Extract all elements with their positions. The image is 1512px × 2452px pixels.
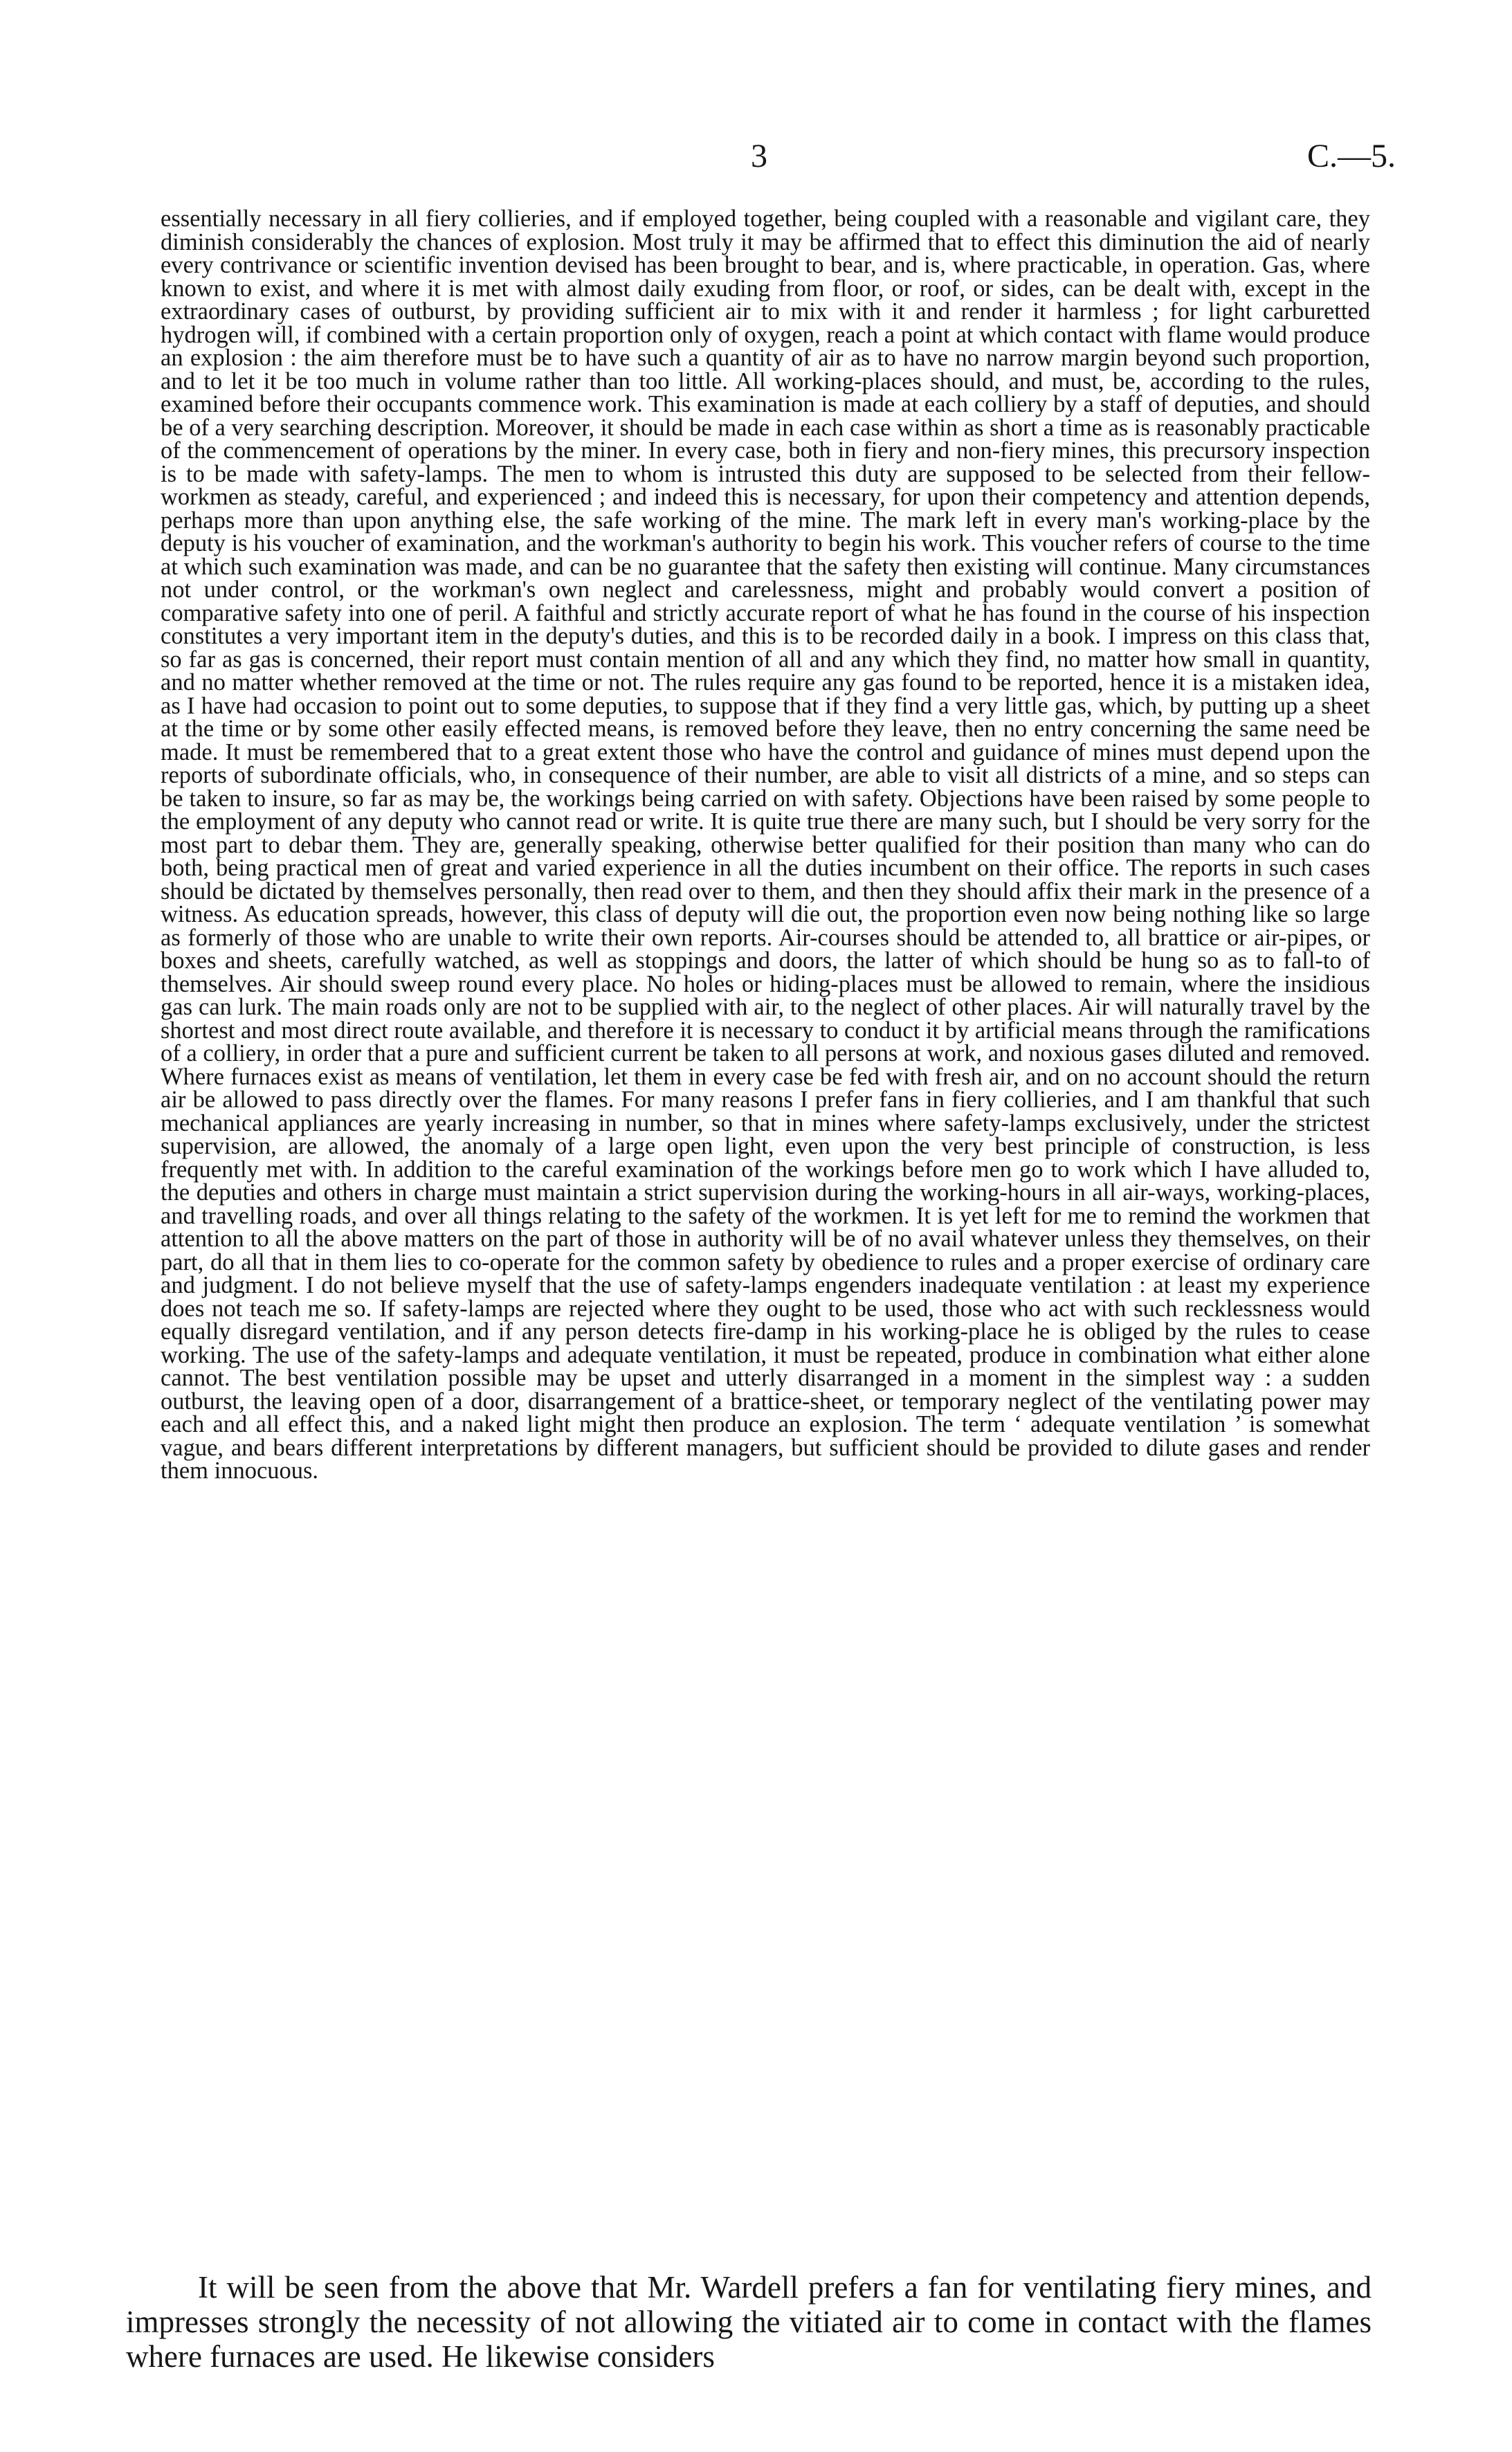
document-reference: C.—5.	[1306, 138, 1396, 174]
quoted-report-paragraph: essentially necessary in all fiery collieries, and if employed together, being coupled with a reasonable and vigilant care, they diminish considerably the chances of explosion. Most truly it may be affirmed that to effect this diminution the aid of nearly every contrivance or scientific invention devised has been brought to bear, and is, where practicable, in operation. Gas, where known to exist, and where it is met with almost daily exuding from floor, or roof, or sides, can be dealt with, except in the extraordinary cases of outburst, by providing sufficient air to mix with it and render it harmless ; for light carburetted hydrogen will, if combined with a certain proportion only of oxygen, reach a point at which contact with flame would produce an explosion : the aim therefore must be to have such a quantity of air as to have no narrow margin beyond such proportion, and to let it be too much in volume rather than too little. All working-places should, and must, be, according to the rules, examined before their occupants commence work. This examination is made at each colliery by a staff of deputies, and should be of a very searching description. Moreover, it should be made in each case within as short a time as is reasonably practicable of the commencement of operations by the miner. In every case, both in fiery and non-fiery mines, this precursory inspection is to be made with safety-lamps. The men to whom is intrusted this duty are supposed to be selected from their fellow-workmen as steady, careful, and experienced ; and indeed this is necessary, for upon their competency and attention depends, perhaps more than upon anything else, the safe working of the mine. The mark left in every man's working-place by the deputy is his voucher of examination, and the workman's authority to begin his work. This voucher refers of course to the time at which such examination was made, and can be no guarantee that the safety then existing will continue. Many circumstances not under control, or the workman's own neglect and carelessness, might and probably would convert a position of comparative safety into one of peril. A faithful and strictly accurate report of what he has found in the course of his inspection constitutes a very important item in the deputy's duties, and this is to be recorded daily in a book. I impress on this class that, so far as gas is concerned, their report must contain mention of all and any which they find, no matter how small in quantity, and no matter whether removed at the time or not. The rules require any gas found to be reported, hence it is a mistaken idea, as I have had occasion to point out to some deputies, to suppose that if they find a very little gas, which, by putting up a sheet at the time or by some other easily effected means, is removed before they leave, then no entry concerning the same need be made. It must be remembered that to a great extent those who have the control and guidance of mines must depend upon the reports of subordinate officials, who, in consequence of their number, are able to visit all districts of a mine, and so steps can be taken to insure, so far as may be, the workings being carried on with safety. Objections have been raised by some people to the employment of any deputy who cannot read or write. It is quite true there are many such, but I should be very sorry for the most part to debar them. They are, generally speaking, otherwise better qualified for their position than many who can do both, being practical men of great and varied experience in all the duties incumbent on their office. The reports in such cases should be dictated by themselves personally, then read over to them, and then they should affix their mark in the presence of a witness. As education spreads, however, this class of deputy will die out, the proportion even now being nothing like so large as formerly of those who are unable to write their own reports. Air-courses should be attended to, all brattice or air-pipes, or boxes and sheets, carefully watched, as well as stoppings and doors, the latter of which should be hung so as to fall-to of themselves. Air should sweep round every place. No holes or hiding-places must be allowed to remain, where the insidious gas can lurk. The main roads only are not to be supplied with air, to the neglect of other places. Air will naturally travel by the shortest and most direct route available, and therefore it is necessary to conduct it by artificial means through the ramifications of a colliery, in order that a pure and sufficient current be taken to all persons at work, and noxious gases diluted and removed. Where furnaces exist as means of ventilation, let them in every case be fed with fresh air, and on no account should the return air be allowed to pass directly over the flames. For many reasons I prefer fans in fiery collieries, and I am thankful that such mechanical appliances are yearly increasing in number, so that in mines where safety-lamps exclusively, under the strictest supervision, are allowed, the anomaly of a large open light, even upon the very best principle of construction, is less frequently met with. In addition to the careful examination of the workings before men go to work which I have alluded to, the deputies and others in charge must maintain a strict supervision during the working-hours in all air-ways, working-places, and travelling roads, and over all things relating to the safety of the workmen. It is yet left for me to remind the workmen that attention to all the above matters on the part of those in authority will be of no avail whatever unless they themselves, on their part, do all that in them lies to co-operate for the common safety by obedience to rules and a proper exercise of ordinary care and judgment. I do not believe myself that the use of safety-lamps engenders inadequate ventilation : at least my experience does not teach me so. If safety-lamps are rejected where they ought to be used, those who act with such recklessness would equally disregard ventilation, and if any person detects fire-damp in his working-place he is obliged by the rules to cease working. The use of the safety-lamps and adequate ventilation, it must be repeated, produce in combination what either alone cannot. The best ventilation possible may be upset and utterly disarranged in a moment in the simplest way : a sudden outburst, the leaving open of a door, disarrangement of a brattice-sheet, or temporary neglect of the ventilating power may each and all effect this, and a naked light might then produce an explosion. The term ‘ adequate ventilation ’ is somewhat vague, and bears different interpretations by different managers, but sufficient should be provided to dilute gases and render them innocuous.	[161, 206, 1370, 1484]
commentary-paragraph: It will be seen from the above that Mr. Wardell prefers a fan for ventilating fiery mines, and impresses strongly the necessity of not allowing the vitiated air to come in contact with the flames where furnaces are used. He likewise considers	[126, 2270, 1372, 2374]
page-header	[0, 136, 1512, 184]
page-number: 3	[751, 138, 767, 174]
